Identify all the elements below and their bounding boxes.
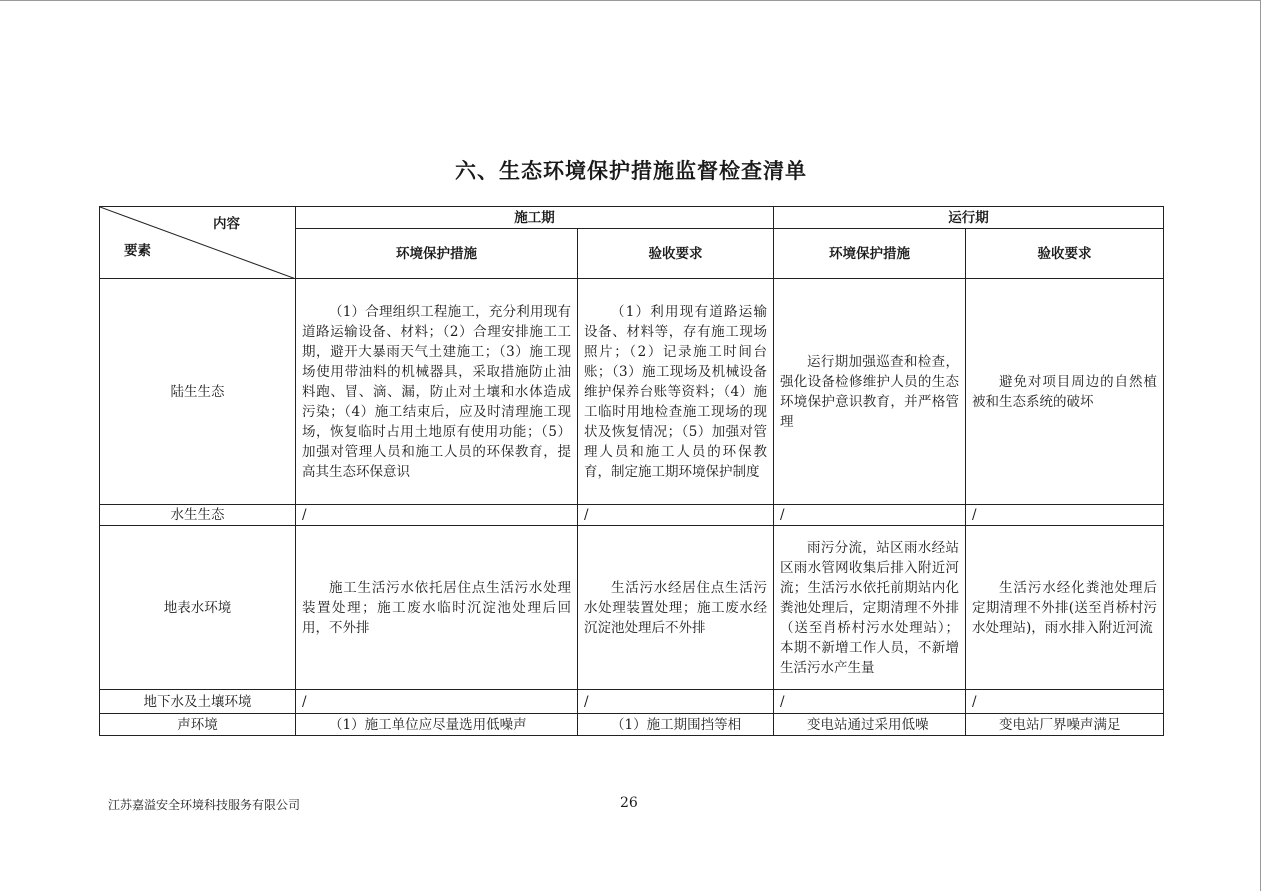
page-number: 26 [620, 795, 638, 811]
construction-acceptance-cell: （1）利用现有道路运输设备、材料等，存有施工现场照片；（2）记录施工时间台账；（3）施工现场及机械设备维护保养台账等资料；（4）施工临时用地检查施工现场的现状及恢复情况；（5）加强对管理人员和施工人员的环保教育，制定施工期环境保护制度 [578, 279, 774, 505]
operation-acceptance-cell: 生活污水经化粪池处理后定期清理不外排(送至肖桥村污水处理站)，雨水排入附近河流 [966, 526, 1164, 690]
construction-acceptance-cell: / [578, 690, 774, 714]
table-row [100, 526, 1164, 690]
construction-acceptance-cell: / [578, 505, 774, 526]
operation-acceptance-cell: 变电站厂界噪声满足 [966, 714, 1164, 736]
table-row [100, 279, 1164, 505]
operation-measures-cell: 雨污分流，站区雨水经站区雨水管网收集后排入附近河流；生活污水依托前期站内化粪池处理后，定期清理不外排（送至肖桥村污水处理站）；本期不新增工作人员，不新增生活污水产生量 [774, 526, 966, 690]
construction-acceptance-header: 验收要求 [578, 229, 774, 279]
construction-period-header: 施工期 [296, 207, 774, 229]
construction-measures-cell: / [296, 690, 578, 714]
construction-acceptance-cell: 生活污水经居住点生活污水处理装置处理；施工废水经沉淀池处理后不外排 [578, 526, 774, 690]
corner-factor-label: 要素 [124, 243, 151, 259]
operation-measures-cell: 运行期加强巡查和检查，强化设备检修维护人员的生态环境保护意识教育，并严格管理 [774, 279, 966, 505]
factor-cell: 地表水环境 [100, 526, 296, 690]
corner-header-cell [100, 207, 296, 279]
factor-cell: 声环境 [100, 714, 296, 736]
operation-acceptance-cell: / [966, 505, 1164, 526]
construction-measures-cell: （1）施工单位应尽量选用低噪声 [296, 714, 578, 736]
page-title: 六、生态环境保护措施监督检查清单 [455, 159, 807, 183]
construction-acceptance-cell: （1）施工期围挡等相 [578, 714, 774, 736]
factor-cell: 地下水及土壤环境 [100, 690, 296, 714]
inspection-checklist-table [99, 206, 1164, 736]
construction-measures-cell: （1）合理组织工程施工，充分利用现有道路运输设备、材料；（2）合理安排施工工期，避开大暴雨天气土建施工；（3）施工现场使用带油料的机械器具，采取措施防止油料跑、冒、滴、漏，防止对土壤和水体造成污染；（4）施工结束后，应及时清理施工现场，恢复临时占用土地原有使用功能；（5）加强对管理人员和施工人员的环保教育，提高其生态环保意识 [296, 279, 578, 505]
construction-measures-cell: / [296, 505, 578, 526]
operation-measures-cell: 变电站通过采用低噪 [774, 714, 966, 736]
operation-measures-header: 环境保护措施 [774, 229, 966, 279]
operation-acceptance-header: 验收要求 [966, 229, 1164, 279]
operation-acceptance-cell: 避免对项目周边的自然植被和生态系统的破坏 [966, 279, 1164, 505]
operation-period-header: 运行期 [774, 207, 1164, 229]
table-row [100, 690, 1164, 714]
factor-cell: 水生生态 [100, 505, 296, 526]
footer-company-name: 江苏嘉溢安全环境科技服务有限公司 [108, 798, 301, 812]
operation-measures-cell: / [774, 505, 966, 526]
table-row [100, 714, 1164, 736]
corner-content-label: 内容 [213, 216, 240, 232]
header-row-periods [100, 207, 1164, 229]
operation-acceptance-cell: / [966, 690, 1164, 714]
construction-measures-cell: 施工生活污水依托居住点生活污水处理装置处理；施工废水临时沉淀池处理后回用，不外排 [296, 526, 578, 690]
operation-measures-cell: / [774, 690, 966, 714]
table-row [100, 505, 1164, 526]
construction-measures-header: 环境保护措施 [296, 229, 578, 279]
factor-cell: 陆生生态 [100, 279, 296, 505]
